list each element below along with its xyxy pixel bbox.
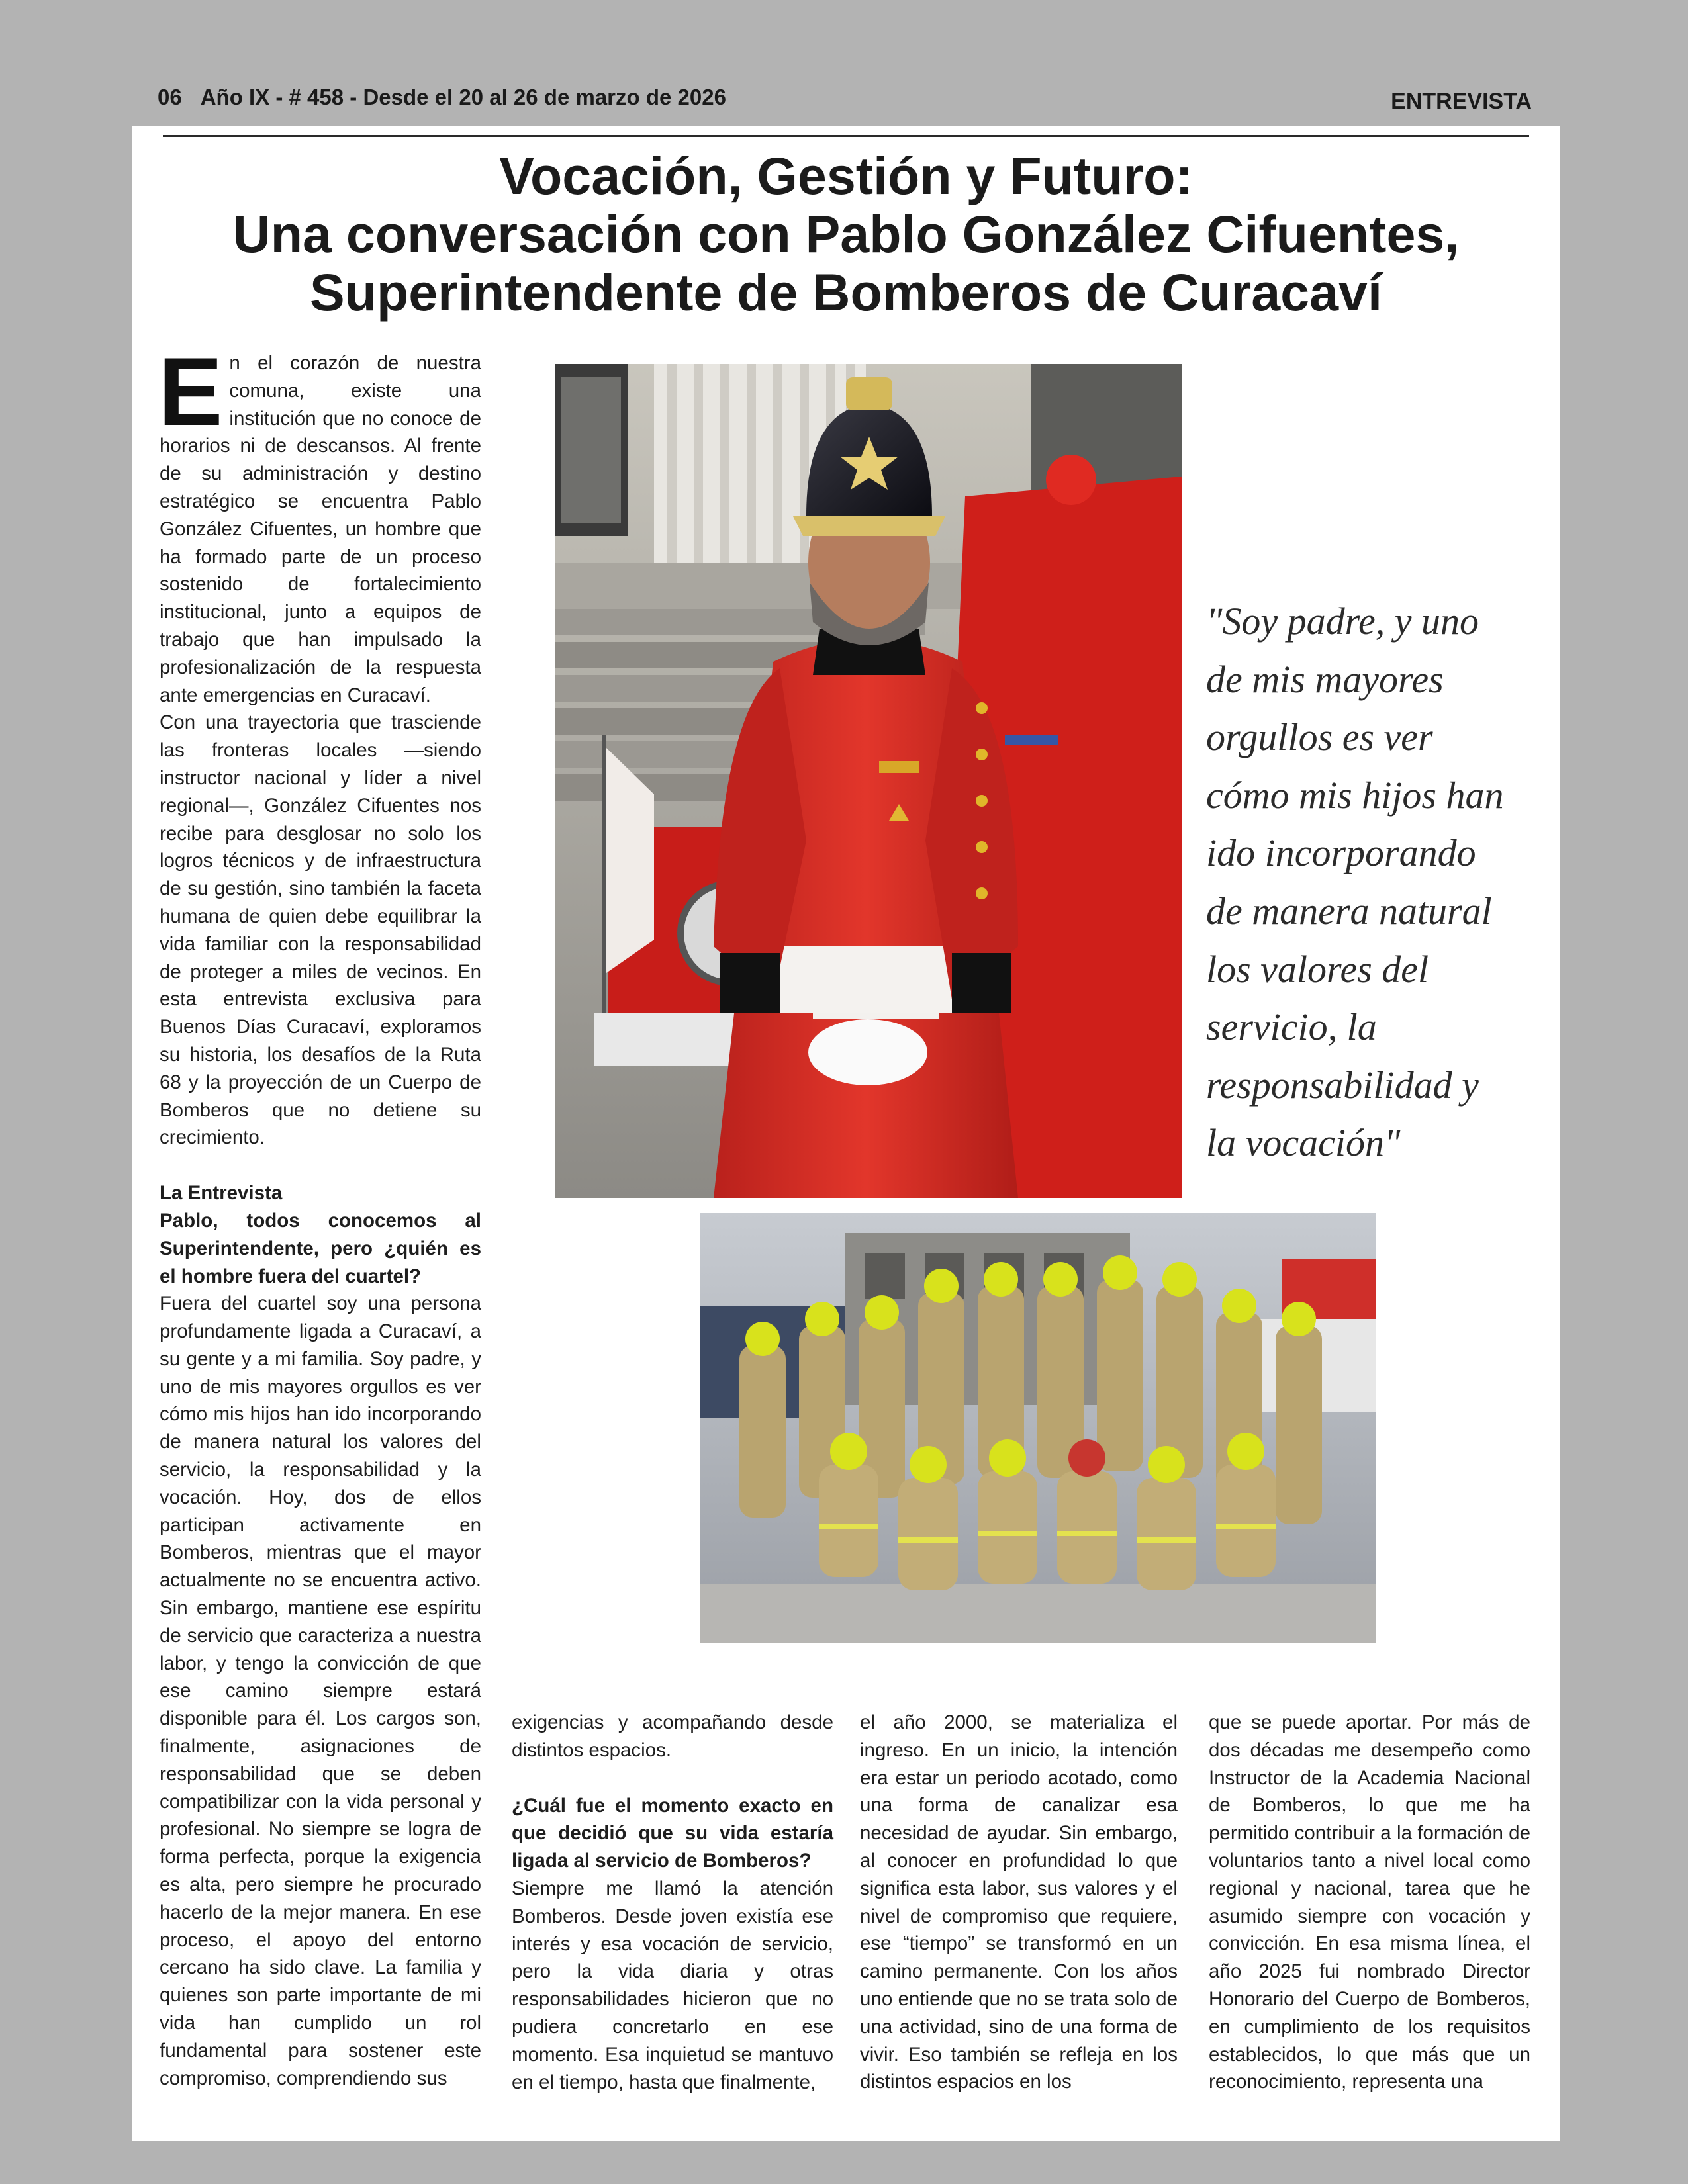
portrait-photo xyxy=(555,364,1182,1198)
issue-info: Año IX - # 458 - Desde el 20 al 26 de marzo de 2026 xyxy=(200,85,726,109)
pull-quote: "Soy padre, y uno de mis mayores orgullos es ver cómo mis hijos han ido incorporando de manera natural los valores del servicio, la responsabilidad y la vocación" xyxy=(1206,600,1504,1165)
header-left xyxy=(158,85,726,110)
portrait-illustration xyxy=(555,364,1182,1198)
answer-2-continuation: el año 2000, se materializa el ingreso. En un inicio, la intención era estar un periodo acotado, como una forma de canalizar esa necesidad de ayudar. Sin embargo, al conocer en profundidad lo que significa esta labor, sus valores y el nivel de compromiso que requiere, ese “tiempo” se transformó en un camino permanente. Con los años uno entiende que no se trata solo de una actividad, sino de una forma de vivir. Eso también se refleja en los distintos espacios en los xyxy=(860,1711,1178,2093)
answer-1: Fuera del cuartel soy una persona profundamente ligada a Curacaví, a su gente y a mi familia. Soy padre, y uno de mis mayores orgullos es ver cómo mis hijos han ido incorporando de manera natural los valores del servicio, la responsabilidad y la vocación. Hoy, dos de ellos participan activamente en Bomberos, mientras que el mayor actualmente no se encuentra activo. Sin embargo, mantiene ese espíritu de servicio que caracteriza a nuestra labor, y tengo la convicción de que ese camino siempre estará disponible para él. Los cargos son, finalmente, asignaciones de responsabilidad que se deben compatibilizar con la vida personal y profesional. No siempre se logra de forma perfecta, porque la exigencia es alta, pero siempre he procurado hacerlo de la mejor manera. En ese proceso, el apoyo del entorno cercano ha sido clave. La familia y quienes son parte importante de mi vida han cumplido un rol fundamental para sostener este compromiso, comprendiendo sus xyxy=(160,1293,481,2089)
answer-2: Siempre me llamó la atención Bomberos. Desde joven existía ese interés y esa vocación de servicio, pero la vida diaria y otras responsabilidades hicieron que no pudiera concretarlo en ese momento. Esa inquietud se mantuvo en el tiempo, hasta que finalmente, xyxy=(512,1877,833,2093)
drop-cap: E xyxy=(158,338,223,445)
page-header xyxy=(158,85,1532,118)
column-4 xyxy=(1209,1709,1530,2096)
title-line-1: Vocación, Gestión y Futuro: xyxy=(499,146,1193,205)
section-heading: La Entrevista xyxy=(160,1182,283,1205)
article-title xyxy=(132,147,1560,322)
intro-paragraph-1: n el corazón de nuestra comuna, existe una institución que no conoce de horarios ni de descansos. Al frente de su administración y destino estratégico se encuentra Pablo González Cifuentes, un hombre que ha formado parte de un proceso sostenido de fortalecimiento institucional, junto a equipos de trabajo que han impulsado la profesionalización de la respuesta ante emergencias en Curacaví. xyxy=(160,352,481,706)
title-line-3: Superintendente de Bomberos de Curacaví xyxy=(310,263,1382,322)
column-3 xyxy=(860,1709,1178,2096)
answer-2-continuation-2: que se puede aportar. Por más de dos décadas me desempeño como Instructor de la Academia Nacional de Bomberos, lo que me ha permitido contribuir a la formación de voluntarios tanto a nivel local como regional y nacional, tarea que he asumido siempre con vocación y convicción. En esa misma línea, el año 2025 fui nombrado Director Honorario del Cuerpo de Bomberos, en cumplimiento de los requisitos establecidos, lo que más que un reconocimiento, representa una xyxy=(1209,1711,1530,2093)
intro-paragraph-2: Con una trayectoria que trasciende las fronteras locales —siendo instructor nacional y líder a nivel regional—, González Cifuentes nos recibe para desglosar no solo los logros técnicos y de infraestructura de su gestión, sino también la faceta humana de quien debe equilibrar la vida familiar con la responsabilidad de proteger a miles de vecinos. En esta entrevista exclusiva para Buenos Días Curacaví, exploramos su historia, los desafíos de la Ruta 68 y la proyección de un Cuerpo de Bomberos que no detiene su crecimiento. xyxy=(160,711,481,1149)
question-1: Pablo, todos conocemos al Superintendente, pero ¿quién es el hombre fuera del cuartel? xyxy=(160,1209,481,1287)
column-2 xyxy=(512,1709,833,2096)
group-illustration xyxy=(700,1213,1376,1643)
header-divider xyxy=(163,135,1529,137)
group-photo xyxy=(700,1213,1376,1643)
question-2: ¿Cuál fue el momento exacto en que decidió que su vida estaría ligada al servicio de Bomberos? xyxy=(512,1794,833,1872)
section-label: ENTREVISTA xyxy=(1391,89,1532,114)
answer-1-continuation: exigencias y acompañando desde distintos espacios. xyxy=(512,1711,833,1761)
column-1 xyxy=(158,338,481,2092)
page-number: 06 xyxy=(158,85,182,109)
title-line-2: Una conversación con Pablo González Cifuentes, xyxy=(232,205,1460,263)
